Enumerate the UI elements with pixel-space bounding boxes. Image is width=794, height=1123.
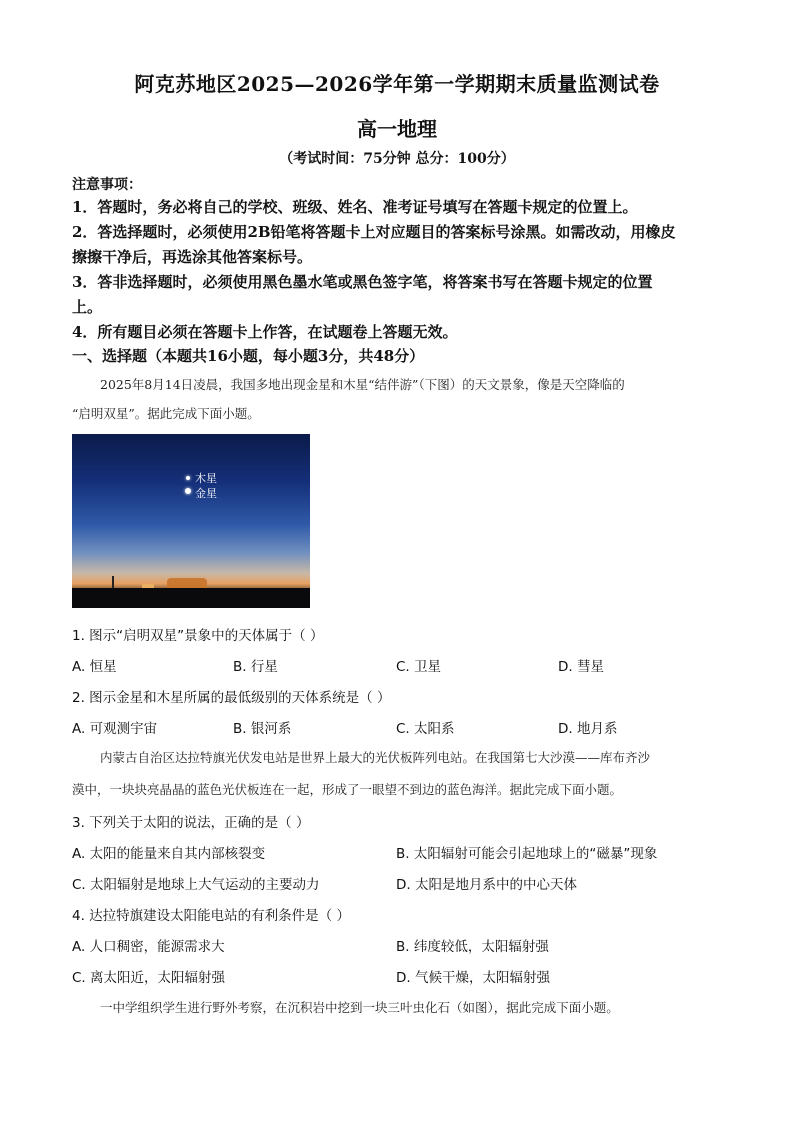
q2-option-a: A. 可观测宇宙 — [72, 721, 158, 737]
q3-option-c: C. 太阳辐射是地球上大气运动的主要动力 — [72, 877, 320, 893]
note-item: 2．答选择题时，必须使用2B铅笔将答题卡上对应题目的答案标号涂黑。如需改动，用橡皮 — [72, 223, 676, 241]
q1-option-b: B. 行星 — [233, 659, 278, 675]
note-item: 上。 — [72, 298, 103, 316]
question-3-stem: 3. 下列关于太阳的说法，正确的是（ ） — [72, 815, 310, 831]
jupiter-label: 木星 — [195, 472, 217, 485]
note-item: 4．所有题目必须在答题卡上作答，在试题卷上答题无效。 — [72, 323, 458, 341]
question-1-stem: 1. 图示“启明双星”景象中的天体属于（ ） — [72, 628, 324, 644]
q4-option-a: A. 人口稠密，能源需求大 — [72, 939, 225, 955]
exam-title: 阿克苏地区2025—2026学年第一学期期末质量监测试卷 — [134, 72, 660, 96]
q3-option-d: D. 太阳是地月系中的中心天体 — [396, 877, 577, 893]
passage-line: 2025年8月14日凌晨，我国多地出现金星和木星“结伴游”（下图）的天文景象，像是天空降临的 — [100, 377, 625, 392]
passage-line: “启明双星”。据此完成下面小题。 — [72, 406, 260, 421]
note-item: 擦擦干净后，再选涂其他答案标号。 — [72, 248, 313, 266]
q2-option-c: C. 太阳系 — [396, 721, 455, 737]
jupiter-dot — [186, 476, 190, 480]
venus-jupiter-photo — [72, 434, 310, 608]
venus-label: 金星 — [195, 487, 217, 500]
q1-option-d: D. 彗星 — [558, 659, 604, 675]
venus-dot — [185, 488, 191, 494]
ground-silhouette — [72, 588, 310, 608]
note-item: 3．答非选择题时，必须使用黑色墨水笔或黑色签字笔，将答案书写在答题卡规定的位置 — [72, 273, 653, 291]
q2-option-b: B. 银河系 — [233, 721, 292, 737]
notes-heading: 注意事项： — [72, 177, 142, 193]
q4-option-c: C. 离太阳近，太阳辐射强 — [72, 970, 226, 986]
q2-option-d: D. 地月系 — [558, 721, 618, 737]
passage-line: 漠中，一块块亮晶晶的蓝色光伏板连在一起，形成了一眼望不到边的蓝色海洋。据此完成下面小题。 — [72, 782, 623, 797]
q4-option-d: D. 气候干燥，太阳辐射强 — [396, 970, 550, 986]
question-4-stem: 4. 达拉特旗建设太阳能电站的有利条件是（ ） — [72, 908, 350, 924]
subject-title: 高一地理 — [357, 117, 437, 141]
note-item: 1．答题时，务必将自己的学校、班级、姓名、准考证号填写在答题卡规定的位置上。 — [72, 198, 638, 216]
question-2-stem: 2. 图示金星和木星所属的最低级别的天体系统是（ ） — [72, 690, 391, 706]
q1-option-c: C. 卫星 — [396, 659, 442, 675]
q4-option-b: B. 纬度较低，太阳辐射强 — [396, 939, 549, 955]
passage-line: 内蒙古自治区达拉特旗光伏发电站是世界上最大的光伏板阵列电站。在我国第七大沙漠——库布齐沙 — [100, 750, 651, 765]
exam-time-info: （考试时间：75分钟 总分：100分） — [279, 151, 515, 167]
section-heading: 一、选择题（本题共16小题，每小题3分，共48分） — [72, 347, 425, 365]
passage-line: 一中学组织学生进行野外考察，在沉积岩中挖到一块三叶虫化石（如图），据此完成下面小题。 — [100, 1000, 619, 1015]
q3-option-b: B. 太阳辐射可能会引起地球上的“磁暴”现象 — [396, 846, 658, 862]
q3-option-a: A. 太阳的能量来自其内部核裂变 — [72, 846, 266, 862]
q1-option-a: A. 恒星 — [72, 659, 117, 675]
